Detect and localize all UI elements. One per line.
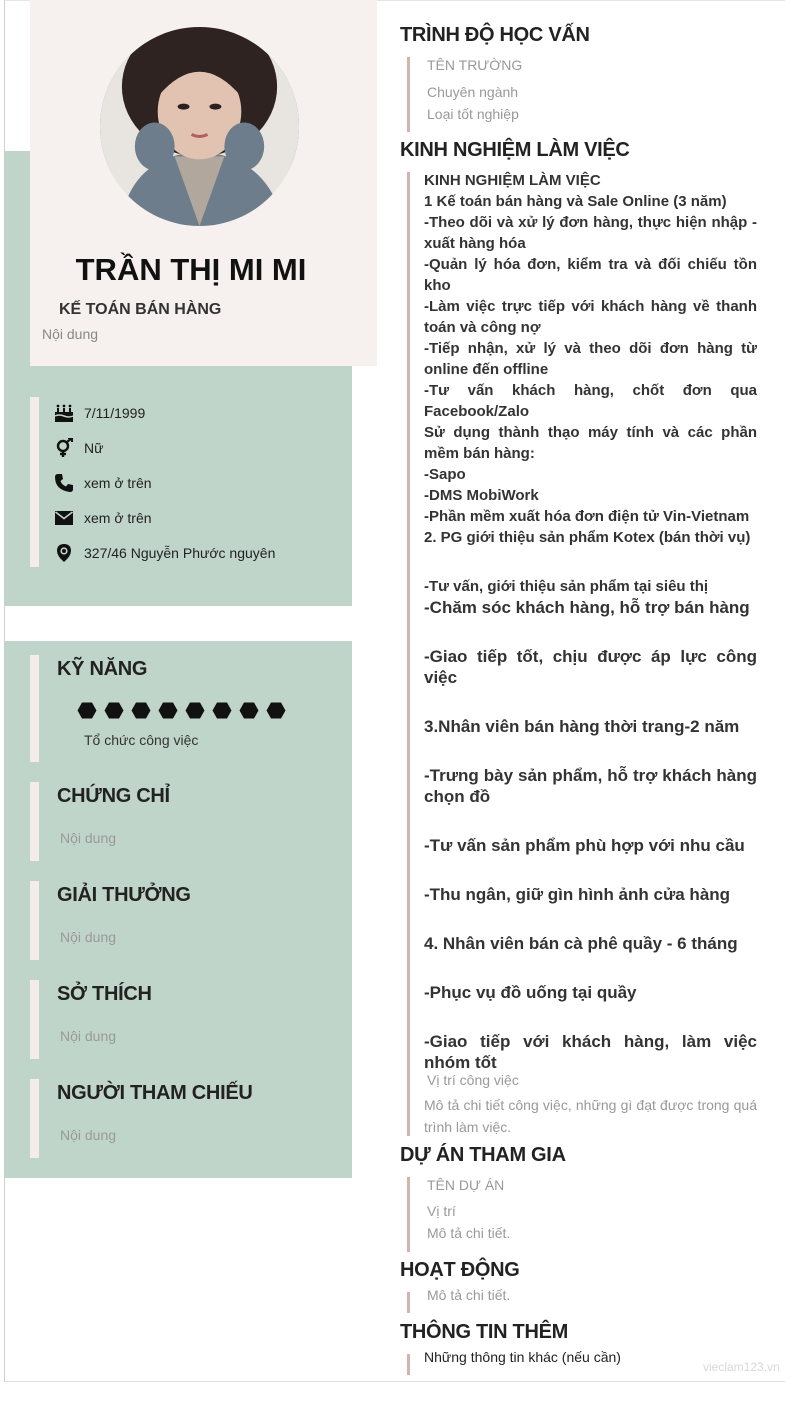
gender-value: Nữ [84, 440, 104, 456]
education-heading: TRÌNH ĐỘ HỌC VẤN [400, 24, 590, 46]
email-icon [54, 508, 74, 528]
experience-line: 2. PG giới thiệu sản phẩm Kotex (bán thời vụ) [424, 529, 751, 546]
hobbies-heading: SỞ THÍCH [57, 983, 152, 1005]
references-accent-bar [30, 1079, 39, 1158]
projects-heading: DỰ ÁN THAM GIA [400, 1144, 566, 1166]
contact-accent-bar [30, 397, 39, 567]
birthday-value: 7/11/1999 [84, 405, 146, 421]
hexagon-icon [158, 702, 178, 719]
contact-phone [54, 472, 152, 494]
references-content: Nội dung [60, 1127, 117, 1143]
experience-line: -Tư vấn khách hàng, chốt đơn qua Facebook/Zalo [424, 382, 757, 420]
experience-line: -Giao tiếp với khách hàng, làm việc nhóm tốt [424, 1032, 757, 1072]
experience-line: -Làm việc trực tiếp với khách hàng về thanh toán và công nợ [424, 298, 757, 336]
certificates-heading: CHỨNG CHỈ [57, 785, 170, 807]
experience-line: KINH NGHIỆM LÀM VIỆC [424, 172, 601, 189]
email-value[interactable]: xem ở trên [84, 510, 152, 526]
contact-email [54, 507, 152, 529]
certificates-accent-bar [30, 782, 39, 861]
project-description: Mô tả chi tiết. [427, 1225, 511, 1241]
hexagon-icon [266, 702, 286, 719]
experience-line: -DMS MobiWork [424, 487, 539, 504]
candidate-name: TRẦN THỊ MI MI [75, 252, 307, 287]
skills-heading: KỸ NĂNG [57, 658, 148, 680]
project-name: TÊN DỰ ÁN [427, 1177, 505, 1193]
experience-line: -Giao tiếp tốt, chịu được áp lực công việc [424, 647, 757, 687]
experience-position: Vị trí công việc [427, 1072, 519, 1088]
phone-icon [54, 473, 74, 493]
certificates-content: Nội dung [60, 830, 117, 846]
awards-content: Nội dung [60, 929, 117, 945]
activities-heading: HOẠT ĐỘNG [400, 1259, 520, 1281]
skill-level-rating [77, 702, 286, 719]
skill-name: Tổ chức công việc [84, 732, 199, 748]
experience-line: -Tư vấn, giới thiệu sản phẩm tại siêu thị [424, 578, 709, 595]
phone-value[interactable]: xem ở trên [84, 475, 152, 491]
gender-icon [54, 438, 74, 458]
experience-line: -Quản lý hóa đơn, kiểm tra và đối chiếu tồn kho [424, 256, 757, 294]
awards-accent-bar [30, 881, 39, 960]
experience-line: 4. Nhân viên bán cà phê quầy - 6 tháng [424, 934, 738, 953]
hobbies-content: Nội dung [60, 1028, 117, 1044]
graduation-grade: Loại tốt nghiệp [427, 106, 519, 122]
experience-line: -Tiếp nhận, xử lý và theo dõi đơn hàng từ online đến offline [424, 340, 757, 378]
hobbies-accent-bar [30, 980, 39, 1059]
awards-heading: GIẢI THƯỞNG [57, 884, 191, 906]
experience-line: Sử dụng thành thạo máy tính và các phần mềm bán hàng: [424, 424, 757, 462]
hexagon-icon [131, 702, 151, 719]
experience-line: -Theo dõi và xử lý đơn hàng, thực hiện nhập - xuất hàng hóa [424, 214, 757, 252]
major: Chuyên ngành [427, 84, 519, 100]
avatar[interactable] [100, 27, 299, 226]
experience-accent-bar [407, 172, 410, 1136]
extra-info-content: Những thông tin khác (nếu cần) [424, 1349, 621, 1365]
experience-line: -Chăm sóc khách hàng, hỗ trợ bán hàng [424, 598, 750, 617]
address-value: 327/46 Nguyễn Phước nguyên [84, 545, 276, 561]
school-name: TÊN TRƯỜNG [427, 57, 523, 73]
cake-icon [54, 403, 74, 423]
experience-line: 1 Kế toán bán hàng và Sale Online (3 năm) [424, 193, 727, 210]
profile-summary: Nội dung [42, 326, 99, 342]
hexagon-icon [104, 702, 124, 719]
job-title: KẾ TOÁN BÁN HÀNG [59, 301, 222, 318]
experience-line: -Sapo [424, 466, 466, 483]
experience-details [424, 170, 757, 1073]
experience-line: 3.Nhân viên bán hàng thời trang-2 năm [424, 717, 740, 736]
experience-line: -Phần mềm xuất hóa đơn điện tử Vin-Vietnam [424, 508, 750, 525]
experience-description: Mô tả chi tiết công việc, những gì đạt được trong quá trình làm việc. [424, 1097, 757, 1135]
watermark: vieclam123.vn [703, 1360, 780, 1374]
skills-accent-bar [30, 655, 39, 762]
experience-line: -Thu ngân, giữ gìn hình ảnh cửa hàng [424, 885, 731, 904]
education-accent-bar [407, 57, 410, 132]
hexagon-icon [185, 702, 205, 719]
experience-line: -Tư vấn sản phẩm phù hợp với nhu cầu [424, 836, 745, 855]
hexagon-icon [239, 702, 259, 719]
activities-description: Mô tả chi tiết. [427, 1287, 511, 1303]
avatar-photo [100, 27, 299, 226]
contact-gender [54, 437, 103, 459]
hexagon-icon [212, 702, 232, 719]
extra-info-heading: THÔNG TIN THÊM [400, 1321, 569, 1343]
contact-birthday [54, 402, 145, 424]
experience-heading: KINH NGHIỆM LÀM VIỆC [400, 139, 630, 161]
experience-line: -Phục vụ đồ uống tại quầy [424, 983, 637, 1002]
activities-accent-bar [407, 1292, 410, 1313]
project-role: Vị trí [427, 1203, 456, 1219]
contact-address [54, 542, 275, 564]
projects-accent-bar [407, 1177, 410, 1252]
experience-line: -Trưng bày sản phẩm, hỗ trợ khách hàng chọn đồ [424, 766, 757, 806]
extra-info-accent-bar [407, 1354, 410, 1375]
location-icon [54, 543, 74, 563]
hexagon-icon [77, 702, 97, 719]
references-heading: NGƯỜI THAM CHIẾU [57, 1082, 253, 1104]
